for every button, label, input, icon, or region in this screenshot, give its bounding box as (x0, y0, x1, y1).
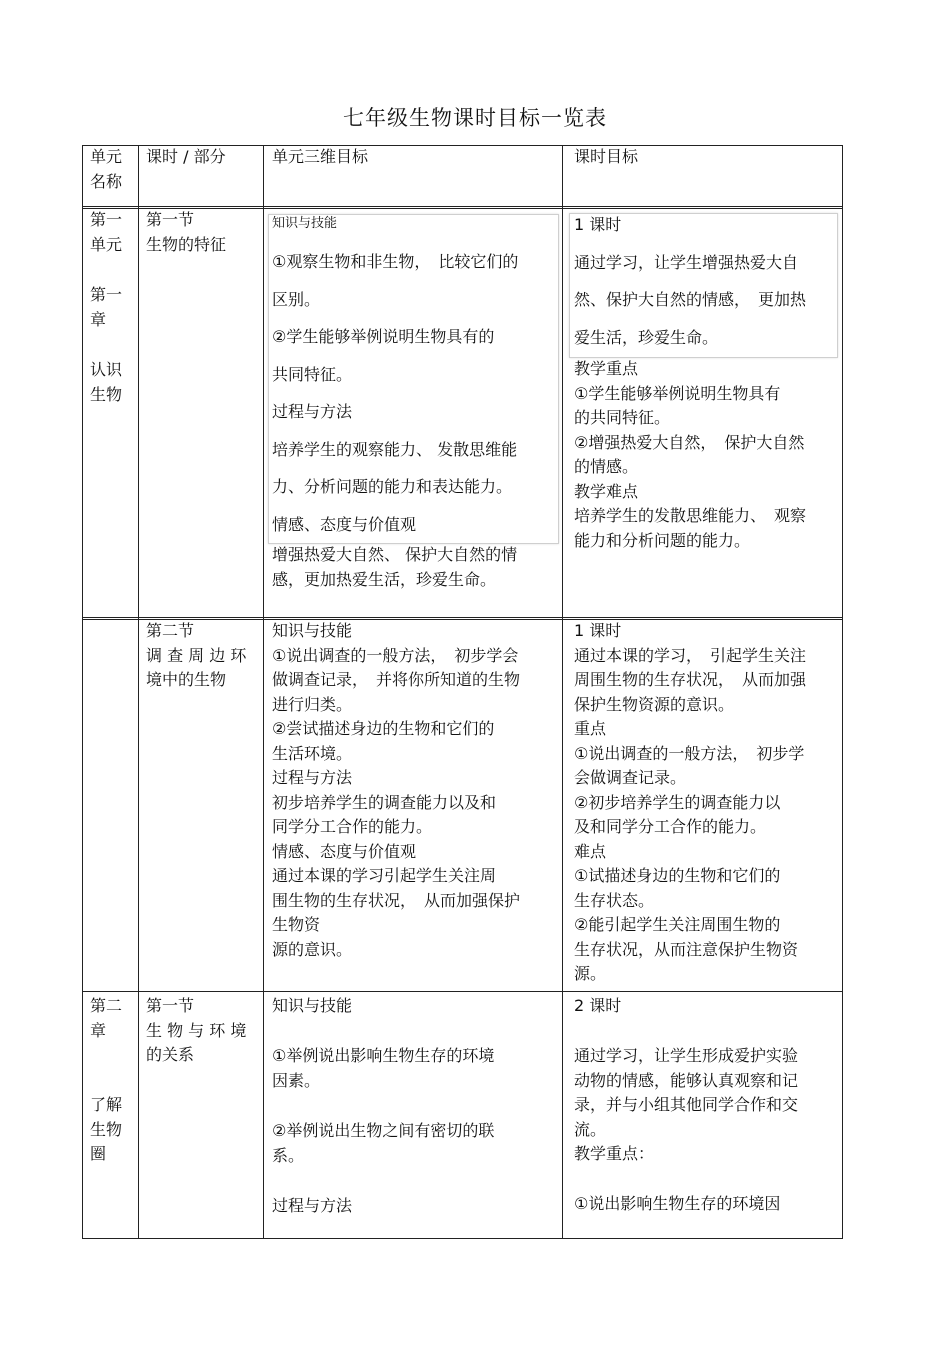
goal-line: 生物资 (272, 915, 321, 934)
goal-line: 初步培养学生的调查能力以及和 (272, 792, 497, 812)
goal-line: 区别。 (272, 289, 321, 309)
goal-line: ①说出调查的一般方法， 初步学 (574, 743, 805, 763)
goal-line: 的共同特征。 (574, 408, 671, 427)
unit-text: 圈 (90, 1144, 107, 1163)
goal-line: 1 课时 (574, 215, 622, 234)
goal-line: ①观察生物和非生物， 比较它们的 (272, 252, 519, 271)
unit-text: 章 (90, 1020, 107, 1040)
goal-line: 感，更加热爱生活，珍爱生命。 (272, 569, 497, 589)
goal-line: ①学生能够举例说明生物具有 (574, 383, 781, 403)
row1-goals-head: 知识与技能 (272, 216, 338, 231)
unit-text: 第一 (90, 210, 123, 229)
goal-line: 教学难点 (574, 481, 639, 501)
header-lesson-goals (574, 145, 638, 170)
lesson-text: 生 物 与 环 境 (146, 1020, 247, 1040)
row3-goals-4: 过程与方法 (272, 1196, 353, 1215)
lesson-text: 的关系 (146, 1045, 195, 1064)
lesson-text: 第一节 (146, 996, 195, 1015)
goal-line: 围生物的生存状况， 从而加强保护 (272, 890, 521, 910)
goal-line: 因素。 (272, 1070, 321, 1090)
row1-goals-tail (272, 543, 517, 592)
goal-line: 情感、态度与价值观 (272, 841, 417, 861)
unit-text: 第二 (90, 996, 123, 1015)
header-text: 单元 (90, 147, 123, 166)
unit-text: 认识 (90, 360, 123, 379)
table-border-right (842, 145, 843, 1239)
goal-line: 生存状态。 (574, 890, 655, 910)
goal-line: 培养学生的观察能力、 发散思维能 (272, 439, 518, 459)
row1-lesson-goals-box (574, 206, 806, 356)
column-divider (562, 145, 563, 1239)
goal-line: 过程与方法 (272, 402, 353, 421)
goal-line: 的情感。 (574, 457, 639, 476)
goal-line: ②尝试描述身边的生物和它们的 (272, 719, 495, 738)
goal-line: 知识与技能 (272, 621, 353, 640)
goal-line: 通过本课的学习引起学生关注周 (272, 866, 497, 885)
goal-line: 进行归类。 (272, 694, 353, 714)
goal-line: 源。 (574, 964, 607, 983)
goal-line: 通过学习，让学生增强热爱大自 (574, 252, 799, 272)
row1-lesson-goals (574, 357, 806, 553)
goal-line: 教学重点： (574, 1144, 655, 1163)
row2-lesson (146, 619, 246, 693)
unit-text: 了解 (90, 1095, 123, 1114)
header-text: 单元三维目标 (272, 147, 369, 166)
goal-line: 过程与方法 (272, 768, 353, 787)
row1-unit (90, 208, 122, 407)
column-divider (138, 145, 139, 1239)
row3-lesson (146, 994, 246, 1068)
column-divider (263, 145, 264, 1239)
table-border-left (82, 145, 83, 1239)
goal-line: 生活环境。 (272, 743, 353, 763)
lesson-text: 第二节 (146, 621, 195, 640)
row3-goals-2 (272, 1044, 494, 1093)
header-text: 课时 / 部分 (146, 147, 226, 166)
goal-line: 然、保护大自然的情感， 更加热 (574, 290, 807, 309)
goal-line: 通过学习，让学生形成爱护实验 (574, 1046, 799, 1065)
unit-text: 章 (90, 309, 107, 329)
goal-line: 保护生物资源的意识。 (574, 694, 735, 714)
goal-line: 力、分析问题的能力和表达能力。 (272, 477, 513, 496)
goal-line: 生存状况，从而注意保护生物资 (574, 939, 799, 959)
row3-lesson-goals-2 (574, 1044, 798, 1167)
row2-goals (272, 619, 520, 962)
goal-line: 周围生物的生存状况， 从而加强 (574, 670, 807, 689)
goal-line: 培养学生的发散思维能力、 观察 (574, 506, 807, 525)
goal-line: 做调查记录， 并将你所知道的生物 (272, 670, 521, 689)
goal-line: ②举例说出生物之间有密切的联 (272, 1121, 495, 1140)
goal-line: ①说出调查的一般方法， 初步学会 (272, 645, 519, 665)
goal-line: ②学生能够举例说明生物具有的 (272, 327, 495, 346)
row3-lesson-goals-1: 2 课时 (574, 996, 622, 1015)
goal-line: 流。 (574, 1119, 607, 1139)
goal-line: 教学重点 (574, 359, 639, 378)
unit-text: 第一 (90, 285, 123, 304)
row-divider (82, 991, 843, 992)
row1-lesson (146, 208, 226, 257)
header-goals (272, 145, 368, 170)
goal-line: 增强热爱大自然、 保护大自然的情 (272, 545, 518, 564)
goal-line: 能力和分析问题的能力。 (574, 530, 751, 550)
goal-line: 1 课时 (574, 621, 622, 640)
goal-line: 通过本课的学习， 引起学生关注 (574, 645, 807, 665)
header-text: 课时目标 (574, 147, 639, 166)
goal-line: 动物的情感，能够认真观察和记 (574, 1070, 799, 1090)
row3-goals-3 (272, 1119, 494, 1168)
header-text: 名称 (90, 171, 123, 191)
lesson-text: 调 查 周 边 环 (146, 645, 247, 665)
goal-line: 录，并与小组其他同学合作和交 (574, 1095, 799, 1114)
row1-goals (272, 243, 518, 543)
row2-lesson-goals (574, 619, 806, 987)
unit-text: 生物 (90, 1119, 123, 1139)
lesson-text: 境中的生物 (146, 670, 227, 689)
goal-line: 情感、态度与价值观 (272, 514, 417, 534)
table-border-bottom (82, 1238, 843, 1239)
goal-line: ②初步培养学生的调查能力以 (574, 792, 781, 812)
goal-line: 及和同学分工合作的能力。 (574, 817, 767, 836)
goal-line: 难点 (574, 841, 607, 861)
goal-line: 共同特征。 (272, 364, 353, 384)
goal-line: 系。 (272, 1145, 305, 1165)
unit-text: 单元 (90, 234, 123, 254)
row3-goals-1: 知识与技能 (272, 996, 353, 1015)
goal-line: 爱生活，珍爱生命。 (574, 327, 719, 347)
goal-line: 会做调查记录。 (574, 768, 687, 787)
header-lesson (146, 145, 226, 170)
goal-line: ①试描述身边的生物和它们的 (574, 866, 781, 885)
goal-line: ①举例说出影响生物生存的环境 (272, 1046, 495, 1065)
unit-text: 生物 (90, 384, 123, 404)
page-title: 七年级生物课时目标一览表 (343, 106, 607, 130)
row3-lesson-goals-3: ①说出影响生物生存的环境因 (574, 1194, 781, 1213)
row-divider (82, 617, 843, 618)
goal-line: ②能引起学生关注周围生物的 (574, 915, 781, 934)
goal-line: ②增强热爱大自然， 保护大自然 (574, 432, 805, 452)
goal-line: 重点 (574, 719, 607, 738)
row3-unit-top (90, 994, 122, 1043)
lesson-text: 第一节 (146, 210, 195, 229)
goal-line: 同学分工合作的能力。 (272, 817, 433, 836)
row3-unit-bottom (90, 1093, 122, 1167)
goal-line: 源的意识。 (272, 939, 353, 959)
lesson-text: 生物的特征 (146, 234, 227, 254)
header-unit-name (90, 145, 122, 194)
